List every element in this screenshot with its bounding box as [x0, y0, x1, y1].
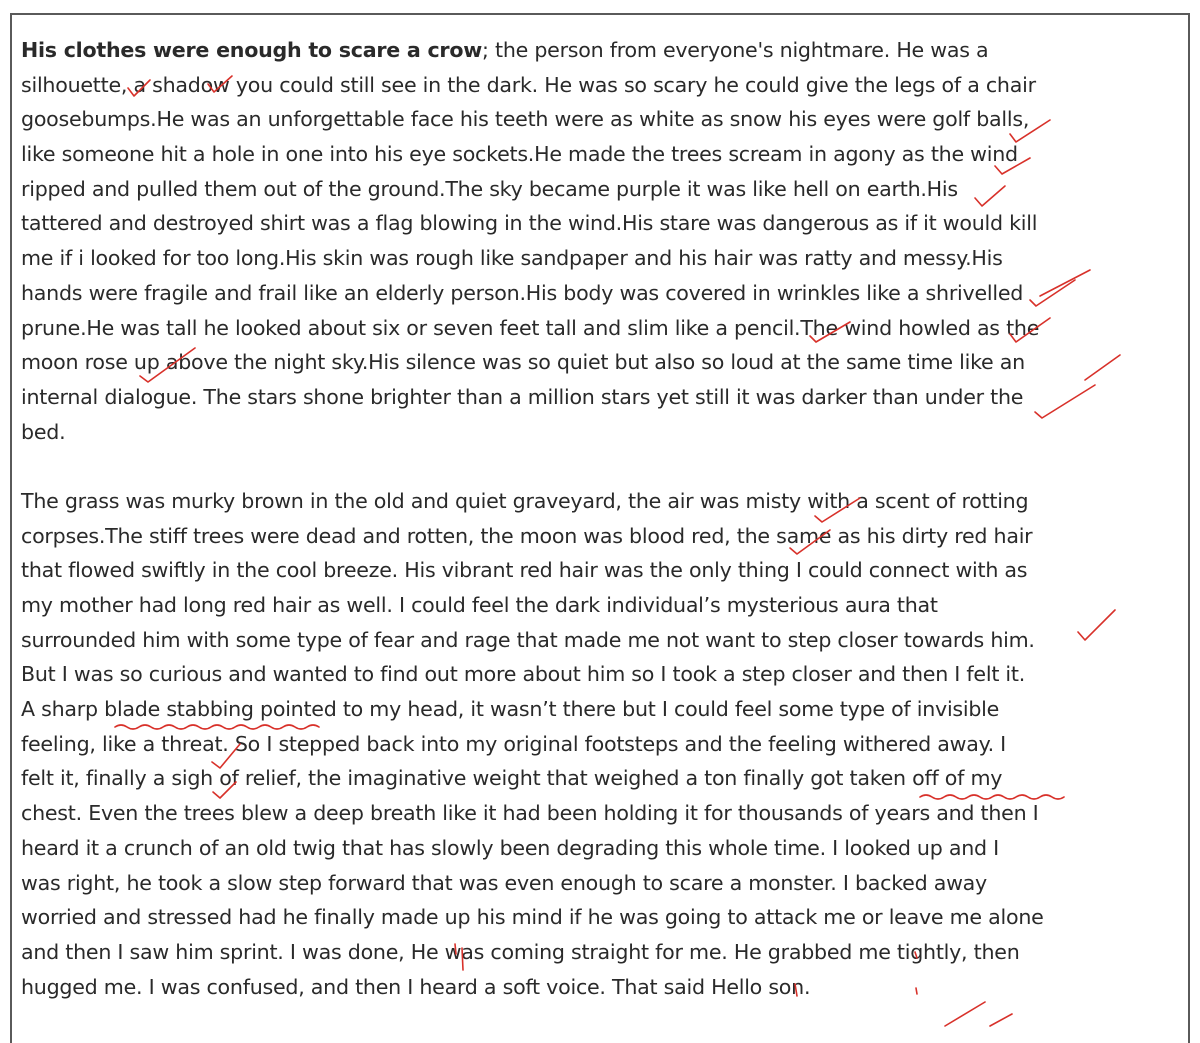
- text-line: like someone hit a hole in one into his eye sockets.He made the trees scream in agony as the wind: [21, 142, 1018, 167]
- text-line-rest: ; the person from everyone's nightmare. He was a: [482, 38, 989, 62]
- text-line: [21, 33, 1191, 68]
- text-line: prune.He was tall he looked about six or seven feet tall and slim like a pencil.The wind howled as the: [21, 315, 1040, 340]
- text-line: bed.: [21, 419, 66, 444]
- text-line: silhouette, a shadow you could still see in the dark. He was so scary he could give the legs of a chair: [21, 72, 1036, 97]
- text-line: hands were fragile and frail like an elderly person.His body was covered in wrinkles like a shrivelled: [21, 280, 1024, 305]
- text-line: tattered and destroyed shirt was a flag blowing in the wind.His stare was dangerous as if it would kill: [21, 211, 1038, 236]
- text-line: felt it, finally a sigh of relief, the imaginative weight that weighed a ton finally got taken off of my: [21, 766, 1003, 791]
- text-line: goosebumps.He was an unforgettable face his teeth were as white as snow his eyes were golf balls,: [21, 107, 1030, 132]
- text-line: A sharp blade stabbing pointed to my head, it wasn’t there but I could feel some type of invisible: [21, 697, 1000, 722]
- text-line: and then I saw him sprint. I was done, He was coming straight for me. He grabbed me tightly, then: [21, 939, 1020, 964]
- text-line: was right, he took a slow step forward that was even enough to scare a monster. I backed away: [21, 870, 987, 895]
- text-line: me if i looked for too long.His skin was rough like sandpaper and his hair was ratty and messy.His: [21, 246, 1003, 271]
- text-line: The grass was murky brown in the old and quiet graveyard, the air was misty with a scent of rotting: [21, 488, 1029, 513]
- text-line: that flowed swiftly in the cool breeze. His vibrant red hair was the only thing I could connect with as: [21, 558, 1028, 583]
- text-line: surrounded him with some type of fear and rage that made me not want to step closer towards him.: [21, 627, 1035, 652]
- paragraph-gap: [21, 449, 1191, 484]
- text-line: worried and stressed had he finally made up his mind if he was going to attack me or leave me alone: [21, 905, 1044, 930]
- text-line: moon rose up above the night sky.His silence was so quiet but also so loud at the same time like an: [21, 350, 1025, 375]
- text-line: But I was so curious and wanted to find out more about him so I took a step closer and then I felt it.: [21, 662, 1026, 687]
- text-line: feeling, like a threat. So I stepped back into my original footsteps and the feeling withered away. I: [21, 731, 1006, 756]
- text-line: corpses.The stiff trees were dead and rotten, the moon was blood red, the same as his dirty red hair: [21, 523, 1033, 548]
- text-line: hugged me. I was confused, and then I heard a soft voice. That said Hello son.: [21, 974, 811, 999]
- text-line: my mother had long red hair as well. I could feel the dark individual’s mysterious aura that: [21, 593, 938, 617]
- text-line: heard it a crunch of an old twig that has slowly been degrading this whole time. I looked up and I: [21, 835, 999, 860]
- text-line: ripped and pulled them out of the ground.The sky became purple it was like hell on earth.His: [21, 176, 958, 201]
- text-line: internal dialogue. The stars shone brighter than a million stars yet still it was darker than under the: [21, 384, 1024, 409]
- essay-text: [21, 33, 1191, 1004]
- bold-opening-phrase: His clothes were enough to scare a crow: [21, 38, 483, 62]
- text-line: chest. Even the trees blew a deep breath like it had been holding it for thousands of years and then I: [21, 801, 1039, 826]
